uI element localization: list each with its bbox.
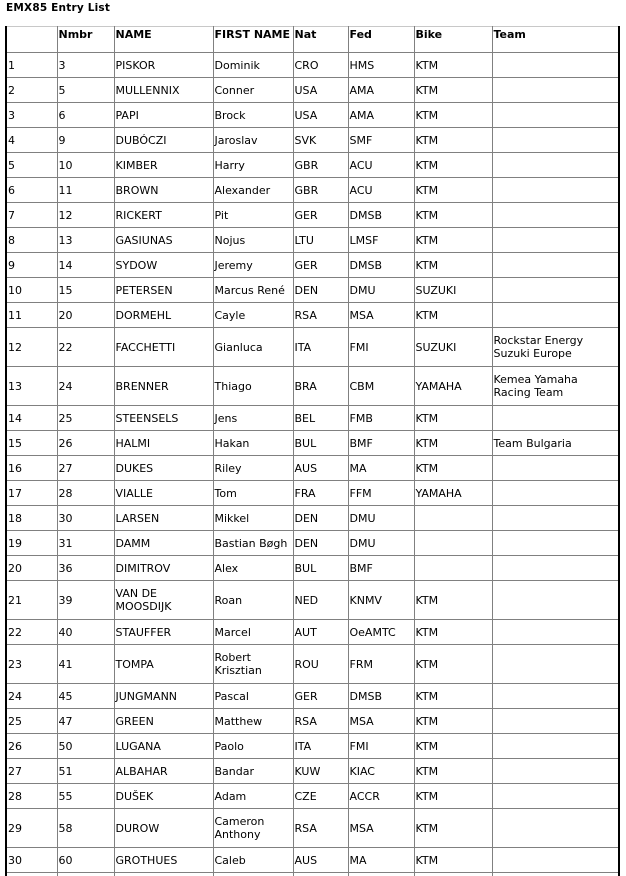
cell-number: 58 <box>57 809 114 848</box>
cell-bike: KTM <box>414 228 492 253</box>
cell-name: GASIUNAS <box>114 228 213 253</box>
cell-first-name: Jeremy <box>213 253 293 278</box>
cell-federation: AMA <box>348 78 414 103</box>
column-header-bike: Bike <box>414 27 492 53</box>
cell-position: 3 <box>6 103 57 128</box>
cell-bike: KTM <box>414 784 492 809</box>
cell-name: BROWN <box>114 178 213 203</box>
cell-bike <box>414 556 492 581</box>
cell-bike: KTM <box>414 53 492 78</box>
cell-bike: KTM <box>414 431 492 456</box>
cell-bike <box>414 531 492 556</box>
cell-federation: ACU <box>348 153 414 178</box>
cell-first-name: Pit <box>213 203 293 228</box>
cell-position: 20 <box>6 556 57 581</box>
table-row <box>6 228 619 253</box>
table-row <box>6 431 619 456</box>
cell-position: 25 <box>6 709 57 734</box>
cell-bike: KTM <box>414 709 492 734</box>
cell-number: 50 <box>57 734 114 759</box>
cell-empty <box>114 873 213 876</box>
cell-nationality: DEN <box>293 278 348 303</box>
cell-first-name: Brock <box>213 103 293 128</box>
cell-bike: KTM <box>414 645 492 684</box>
cell-name: FACCHETTI <box>114 328 213 367</box>
cell-nationality: USA <box>293 103 348 128</box>
cell-number: 36 <box>57 556 114 581</box>
cell-name: JUNGMANN <box>114 684 213 709</box>
cell-nationality: RSA <box>293 709 348 734</box>
table-row <box>6 556 619 581</box>
cell-name: VAN DE MOOSDIJK <box>114 581 213 620</box>
cell-bike: KTM <box>414 78 492 103</box>
cell-team <box>492 203 619 228</box>
cell-position: 28 <box>6 784 57 809</box>
cell-team <box>492 406 619 431</box>
cell-team <box>492 53 619 78</box>
cell-name: BRENNER <box>114 367 213 406</box>
cell-number: 30 <box>57 506 114 531</box>
cell-number: 22 <box>57 328 114 367</box>
cell-number: 3 <box>57 53 114 78</box>
cell-name: VIALLE <box>114 481 213 506</box>
cell-position: 24 <box>6 684 57 709</box>
cell-empty <box>57 873 114 876</box>
cell-nationality: BRA <box>293 367 348 406</box>
cell-nationality: USA <box>293 78 348 103</box>
cell-federation: FMB <box>348 406 414 431</box>
cell-number: 11 <box>57 178 114 203</box>
cell-federation: DMU <box>348 531 414 556</box>
cell-team <box>492 848 619 873</box>
cell-nationality: ROU <box>293 645 348 684</box>
cell-position: 10 <box>6 278 57 303</box>
cell-nationality: FRA <box>293 481 348 506</box>
cell-number: 24 <box>57 367 114 406</box>
cell-first-name: Nojus <box>213 228 293 253</box>
cell-position: 5 <box>6 153 57 178</box>
cell-name: DIMITROV <box>114 556 213 581</box>
cell-name: DUŠEK <box>114 784 213 809</box>
cell-federation: SMF <box>348 128 414 153</box>
cell-first-name: Alexander <box>213 178 293 203</box>
cell-federation: FRM <box>348 645 414 684</box>
cell-first-name: Bandar <box>213 759 293 784</box>
cell-federation: FMI <box>348 328 414 367</box>
cell-team <box>492 456 619 481</box>
cell-bike: KTM <box>414 203 492 228</box>
table-row <box>6 620 619 645</box>
cell-first-name: Cayle <box>213 303 293 328</box>
cell-federation: MSA <box>348 809 414 848</box>
cell-bike: KTM <box>414 848 492 873</box>
cell-name: SYDOW <box>114 253 213 278</box>
column-header-first-name: FIRST NAME <box>213 27 293 53</box>
cell-nationality: SVK <box>293 128 348 153</box>
cell-bike: KTM <box>414 303 492 328</box>
cell-first-name: Marcel <box>213 620 293 645</box>
cell-team <box>492 734 619 759</box>
cell-name: ALBAHAR <box>114 759 213 784</box>
table-row <box>6 506 619 531</box>
table-row <box>6 367 619 406</box>
cell-first-name: Riley <box>213 456 293 481</box>
cell-bike: KTM <box>414 456 492 481</box>
table-row <box>6 303 619 328</box>
cell-nationality: DEN <box>293 531 348 556</box>
cell-federation: MSA <box>348 709 414 734</box>
cell-federation: KIAC <box>348 759 414 784</box>
cell-position: 18 <box>6 506 57 531</box>
cell-nationality: GER <box>293 684 348 709</box>
table-row <box>6 178 619 203</box>
table-row <box>6 328 619 367</box>
cell-number: 39 <box>57 581 114 620</box>
cell-empty <box>293 873 348 876</box>
cell-first-name: Dominik <box>213 53 293 78</box>
cell-position: 22 <box>6 620 57 645</box>
column-header-position <box>6 27 57 53</box>
cell-federation: DMSB <box>348 203 414 228</box>
cell-federation: ACCR <box>348 784 414 809</box>
cell-nationality: CRO <box>293 53 348 78</box>
cell-nationality: AUS <box>293 456 348 481</box>
cell-name: STAUFFER <box>114 620 213 645</box>
cell-number: 27 <box>57 456 114 481</box>
cell-nationality: AUS <box>293 848 348 873</box>
cell-nationality: BEL <box>293 406 348 431</box>
cell-position: 26 <box>6 734 57 759</box>
cell-name: DUBÓCZI <box>114 128 213 153</box>
cell-first-name: Cameron Anthony <box>213 809 293 848</box>
cell-team <box>492 809 619 848</box>
cell-position: 11 <box>6 303 57 328</box>
cell-nationality: LTU <box>293 228 348 253</box>
cell-team <box>492 709 619 734</box>
cell-bike: KTM <box>414 759 492 784</box>
table-row <box>6 784 619 809</box>
cell-empty <box>492 873 619 876</box>
cell-name: PAPI <box>114 103 213 128</box>
table-row <box>6 759 619 784</box>
cell-first-name: Conner <box>213 78 293 103</box>
cell-first-name: Caleb <box>213 848 293 873</box>
cell-team <box>492 556 619 581</box>
cell-team <box>492 228 619 253</box>
cell-name: HALMI <box>114 431 213 456</box>
cell-first-name: Bastian Bøgh <box>213 531 293 556</box>
cell-team <box>492 684 619 709</box>
table-row-partial <box>6 873 619 876</box>
cell-name: MULLENNIX <box>114 78 213 103</box>
cell-nationality: DEN <box>293 506 348 531</box>
table-row <box>6 128 619 153</box>
table-row <box>6 153 619 178</box>
cell-team <box>492 278 619 303</box>
cell-name: DORMEHL <box>114 303 213 328</box>
cell-bike <box>414 506 492 531</box>
cell-first-name: Tom <box>213 481 293 506</box>
cell-number: 31 <box>57 531 114 556</box>
table-header-row <box>6 27 619 53</box>
cell-federation: KNMV <box>348 581 414 620</box>
cell-empty <box>213 873 293 876</box>
cell-nationality: CZE <box>293 784 348 809</box>
cell-number: 28 <box>57 481 114 506</box>
cell-team <box>492 506 619 531</box>
cell-first-name: Gianluca <box>213 328 293 367</box>
table-body <box>6 53 619 876</box>
cell-name: RICKERT <box>114 203 213 228</box>
cell-bike: KTM <box>414 153 492 178</box>
cell-team: Team Bulgaria <box>492 431 619 456</box>
cell-empty <box>6 873 57 876</box>
cell-federation: MA <box>348 848 414 873</box>
cell-nationality: RSA <box>293 809 348 848</box>
cell-number: 40 <box>57 620 114 645</box>
cell-first-name: Robert Krisztian <box>213 645 293 684</box>
cell-first-name: Thiago <box>213 367 293 406</box>
cell-team <box>492 103 619 128</box>
cell-nationality: RSA <box>293 303 348 328</box>
cell-position: 6 <box>6 178 57 203</box>
cell-federation: DMU <box>348 506 414 531</box>
cell-number: 14 <box>57 253 114 278</box>
cell-team <box>492 303 619 328</box>
cell-federation: LMSF <box>348 228 414 253</box>
cell-nationality: NED <box>293 581 348 620</box>
page-title: EMX85 Entry List <box>6 2 111 14</box>
cell-number: 45 <box>57 684 114 709</box>
cell-team <box>492 620 619 645</box>
cell-empty <box>414 873 492 876</box>
cell-first-name: Alex <box>213 556 293 581</box>
table-row <box>6 253 619 278</box>
column-header-name: NAME <box>114 27 213 53</box>
cell-position: 1 <box>6 53 57 78</box>
cell-number: 10 <box>57 153 114 178</box>
cell-position: 23 <box>6 645 57 684</box>
cell-first-name: Roan <box>213 581 293 620</box>
cell-number: 55 <box>57 784 114 809</box>
cell-name: DUKES <box>114 456 213 481</box>
entry-list-table <box>5 26 620 876</box>
cell-nationality: BUL <box>293 556 348 581</box>
cell-position: 21 <box>6 581 57 620</box>
cell-first-name: Jaroslav <box>213 128 293 153</box>
cell-team: Rockstar Energy Suzuki Europe <box>492 328 619 367</box>
cell-team <box>492 481 619 506</box>
cell-position: 4 <box>6 128 57 153</box>
cell-bike: KTM <box>414 684 492 709</box>
cell-name: PISKOR <box>114 53 213 78</box>
table-row <box>6 684 619 709</box>
cell-federation: DMSB <box>348 253 414 278</box>
cell-position: 16 <box>6 456 57 481</box>
cell-number: 5 <box>57 78 114 103</box>
cell-name: DUROW <box>114 809 213 848</box>
cell-federation: CBM <box>348 367 414 406</box>
cell-team <box>492 153 619 178</box>
cell-number: 20 <box>57 303 114 328</box>
cell-team: Kemea Yamaha Racing Team <box>492 367 619 406</box>
table-row <box>6 406 619 431</box>
cell-number: 6 <box>57 103 114 128</box>
cell-federation: BMF <box>348 556 414 581</box>
cell-bike: KTM <box>414 253 492 278</box>
cell-federation: DMSB <box>348 684 414 709</box>
cell-federation: MA <box>348 456 414 481</box>
cell-name: DAMM <box>114 531 213 556</box>
table-row <box>6 809 619 848</box>
cell-name: TOMPA <box>114 645 213 684</box>
cell-number: 47 <box>57 709 114 734</box>
cell-nationality: GBR <box>293 153 348 178</box>
cell-team <box>492 178 619 203</box>
table-row <box>6 78 619 103</box>
table-row <box>6 848 619 873</box>
cell-bike: SUZUKI <box>414 278 492 303</box>
cell-name: KIMBER <box>114 153 213 178</box>
cell-number: 13 <box>57 228 114 253</box>
table-row <box>6 581 619 620</box>
cell-federation: DMU <box>348 278 414 303</box>
cell-number: 25 <box>57 406 114 431</box>
cell-nationality: GER <box>293 203 348 228</box>
cell-first-name: Jens <box>213 406 293 431</box>
cell-empty <box>348 873 414 876</box>
column-header-nationality: Nat <box>293 27 348 53</box>
table-row <box>6 531 619 556</box>
cell-name: PETERSEN <box>114 278 213 303</box>
cell-bike: KTM <box>414 581 492 620</box>
cell-federation: ACU <box>348 178 414 203</box>
cell-first-name: Paolo <box>213 734 293 759</box>
cell-federation: MSA <box>348 303 414 328</box>
cell-position: 15 <box>6 431 57 456</box>
cell-position: 2 <box>6 78 57 103</box>
cell-position: 27 <box>6 759 57 784</box>
cell-federation: HMS <box>348 53 414 78</box>
cell-bike: KTM <box>414 128 492 153</box>
table-row <box>6 734 619 759</box>
cell-nationality: AUT <box>293 620 348 645</box>
cell-federation: FFM <box>348 481 414 506</box>
cell-number: 26 <box>57 431 114 456</box>
cell-team <box>492 645 619 684</box>
table-row <box>6 456 619 481</box>
cell-federation: BMF <box>348 431 414 456</box>
cell-team <box>492 253 619 278</box>
cell-team <box>492 759 619 784</box>
cell-team <box>492 78 619 103</box>
cell-bike: KTM <box>414 620 492 645</box>
cell-number: 41 <box>57 645 114 684</box>
table-row <box>6 203 619 228</box>
cell-position: 14 <box>6 406 57 431</box>
cell-position: 8 <box>6 228 57 253</box>
cell-position: 17 <box>6 481 57 506</box>
column-header-team: Team <box>492 27 619 53</box>
cell-name: LUGANA <box>114 734 213 759</box>
cell-number: 9 <box>57 128 114 153</box>
cell-first-name: Hakan <box>213 431 293 456</box>
cell-first-name: Pascal <box>213 684 293 709</box>
table-row <box>6 103 619 128</box>
cell-position: 30 <box>6 848 57 873</box>
cell-team <box>492 531 619 556</box>
table-row <box>6 709 619 734</box>
table-row <box>6 645 619 684</box>
cell-bike: KTM <box>414 178 492 203</box>
cell-federation: OeAMTC <box>348 620 414 645</box>
cell-bike: KTM <box>414 734 492 759</box>
cell-first-name: Adam <box>213 784 293 809</box>
cell-position: 13 <box>6 367 57 406</box>
cell-nationality: GBR <box>293 178 348 203</box>
cell-first-name: Marcus René <box>213 278 293 303</box>
cell-name: GROTHUES <box>114 848 213 873</box>
cell-bike: YAMAHA <box>414 367 492 406</box>
cell-bike: KTM <box>414 103 492 128</box>
cell-first-name: Matthew <box>213 709 293 734</box>
table-row <box>6 53 619 78</box>
cell-first-name: Mikkel <box>213 506 293 531</box>
table-row <box>6 481 619 506</box>
column-header-federation: Fed <box>348 27 414 53</box>
cell-bike: YAMAHA <box>414 481 492 506</box>
cell-nationality: BUL <box>293 431 348 456</box>
column-header-number: Nmbr <box>57 27 114 53</box>
cell-name: STEENSELS <box>114 406 213 431</box>
cell-number: 15 <box>57 278 114 303</box>
cell-nationality: ITA <box>293 328 348 367</box>
cell-nationality: ITA <box>293 734 348 759</box>
cell-position: 12 <box>6 328 57 367</box>
cell-bike: KTM <box>414 809 492 848</box>
cell-first-name: Harry <box>213 153 293 178</box>
cell-number: 12 <box>57 203 114 228</box>
cell-number: 60 <box>57 848 114 873</box>
cell-name: GREEN <box>114 709 213 734</box>
cell-bike: KTM <box>414 406 492 431</box>
cell-federation: AMA <box>348 103 414 128</box>
cell-name: LARSEN <box>114 506 213 531</box>
cell-position: 29 <box>6 809 57 848</box>
cell-position: 7 <box>6 203 57 228</box>
cell-team <box>492 128 619 153</box>
cell-team <box>492 581 619 620</box>
cell-federation: FMI <box>348 734 414 759</box>
cell-bike: SUZUKI <box>414 328 492 367</box>
cell-number: 51 <box>57 759 114 784</box>
table-row <box>6 278 619 303</box>
cell-position: 19 <box>6 531 57 556</box>
cell-nationality: KUW <box>293 759 348 784</box>
cell-position: 9 <box>6 253 57 278</box>
cell-nationality: GER <box>293 253 348 278</box>
cell-team <box>492 784 619 809</box>
